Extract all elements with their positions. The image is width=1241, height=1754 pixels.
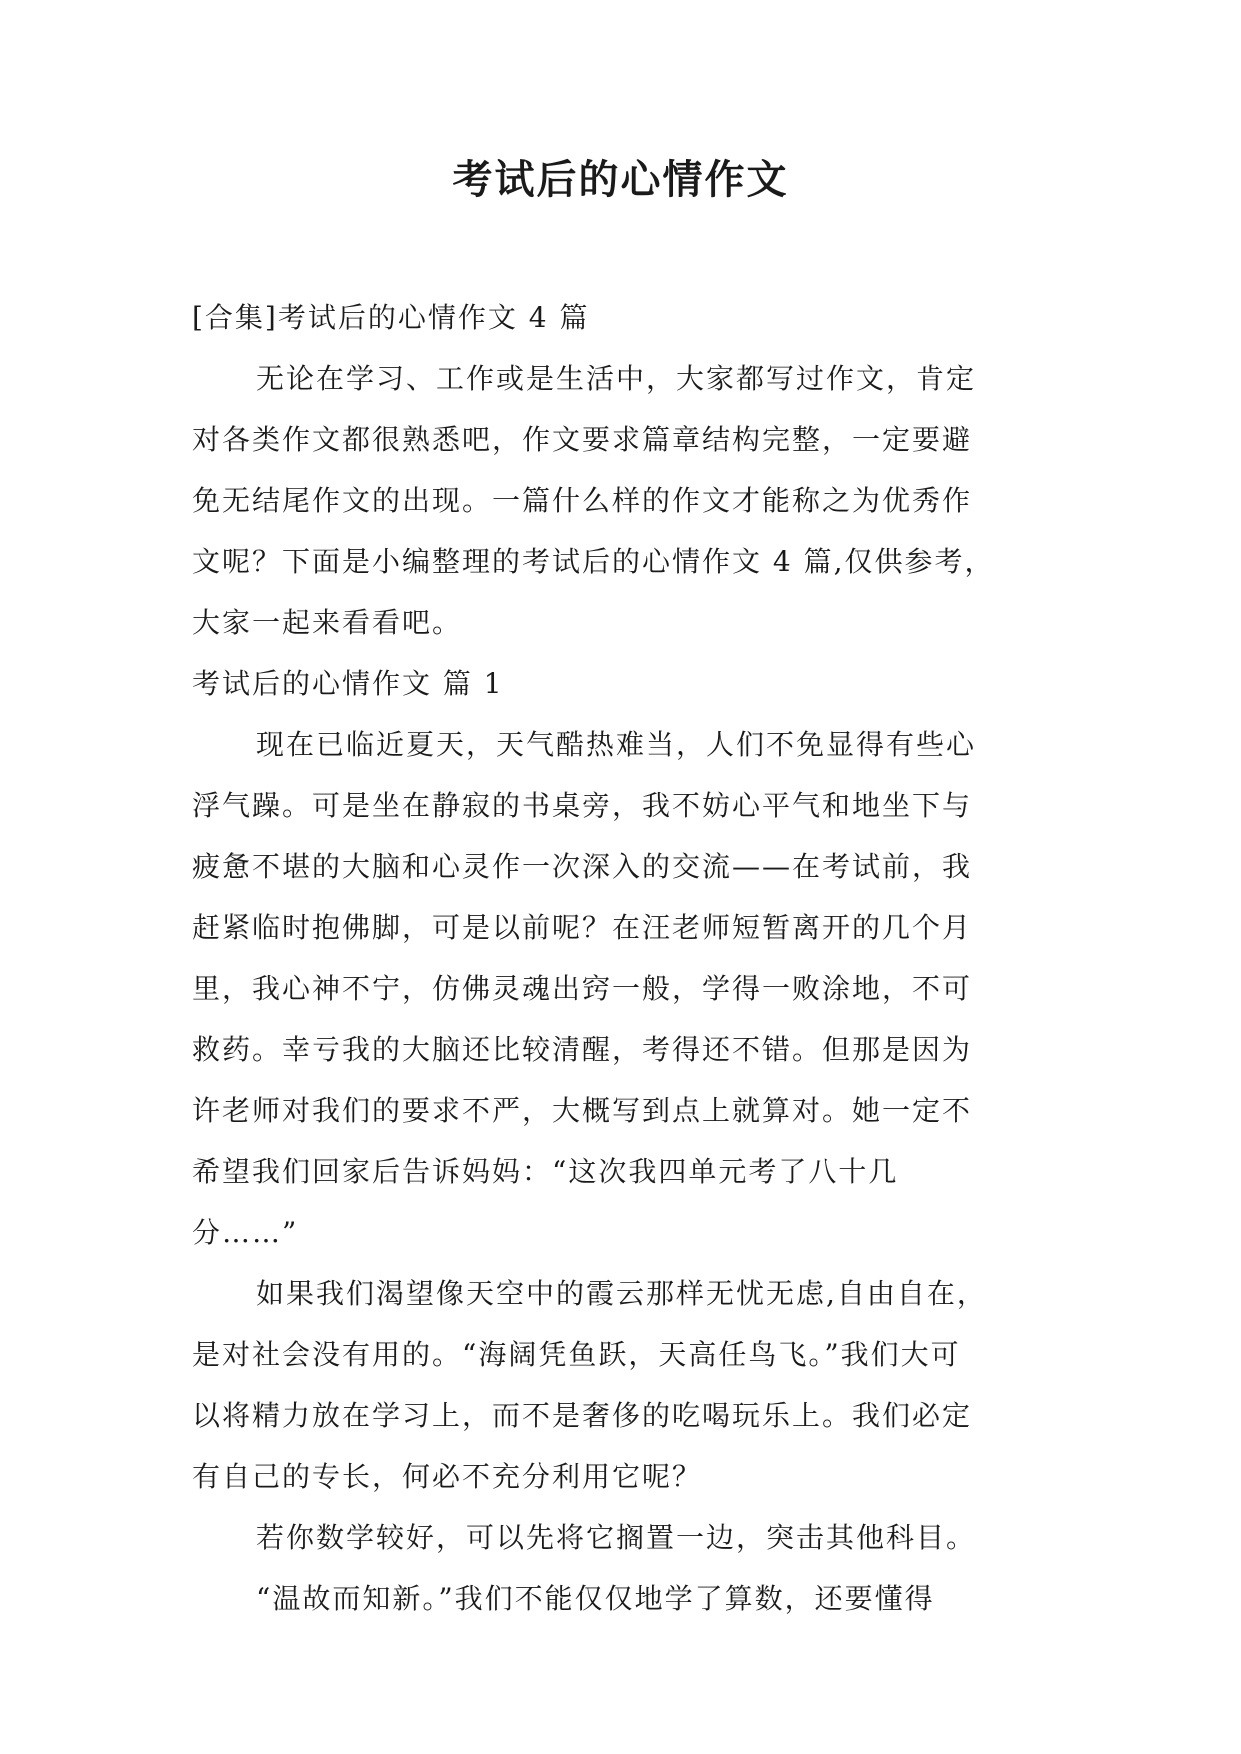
section-heading: 考试后的心情作文 篇 1 (192, 667, 504, 700)
paragraph-line: 以将精力放在学习上，而不是奢侈的吃喝玩乐上。我们必定 (192, 1399, 973, 1432)
document-subtitle: [合集]考试后的心情作文 4 篇 (192, 301, 590, 334)
paragraph-line: 许老师对我们的要求不严，大概写到点上就算对。她一定不 (192, 1094, 973, 1127)
paragraph-line: 赶紧临时抱佛脚，可是以前呢？在汪老师短暂离开的几个月 (192, 911, 973, 944)
paragraph-line: 希望我们回家后告诉妈妈：“这次我四单元考了八十几 (192, 1155, 899, 1188)
document-title: 考试后的心情作文 (452, 156, 789, 203)
paragraph-line: 对各类作文都很熟悉吧，作文要求篇章结构完整，一定要避 (192, 423, 973, 456)
paragraph-line: 分……” (192, 1216, 299, 1249)
paragraph-line: 无论在学习、工作或是生活中，大家都写过作文，肯定 (256, 362, 977, 395)
paragraph-line: 疲惫不堪的大脑和心灵作一次深入的交流——在考试前，我 (192, 850, 973, 883)
paragraph-line: 免无结尾作文的出现。一篇什么样的作文才能称之为优秀作 (192, 484, 973, 517)
paragraph-line: 是对社会没有用的。“海阔凭鱼跃，天高任鸟飞。”我们大可 (192, 1338, 961, 1371)
paragraph-line: 浮气躁。可是坐在静寂的书桌旁，我不妨心平气和地坐下与 (192, 789, 973, 822)
paragraph-line: 里，我心神不宁，仿佛灵魂出窍一般，学得一败涂地，不可 (192, 972, 973, 1005)
paragraph-line: “温故而知新。”我们不能仅仅地学了算数，还要懂得 (256, 1582, 935, 1615)
paragraph-line: 救药。幸亏我的大脑还比较清醒，考得还不错。但那是因为 (192, 1033, 973, 1066)
paragraph-line: 如果我们渴望像天空中的霞云那样无忧无虑,自由自在， (256, 1277, 987, 1310)
paragraph-line: 大家一起来看看吧。 (192, 606, 463, 639)
paragraph-line: 有自己的专长，何必不充分利用它呢？ (192, 1460, 703, 1493)
paragraph-line: 若你数学较好，可以先将它搁置一边，突击其他科目。 (256, 1521, 977, 1554)
document-body (192, 287, 1072, 1629)
paragraph-line: 文呢？下面是小编整理的考试后的心情作文 4 篇,仅供参考， (192, 545, 995, 578)
paragraph-line: 现在已临近夏天，天气酷热难当，人们不免显得有些心 (256, 728, 977, 761)
